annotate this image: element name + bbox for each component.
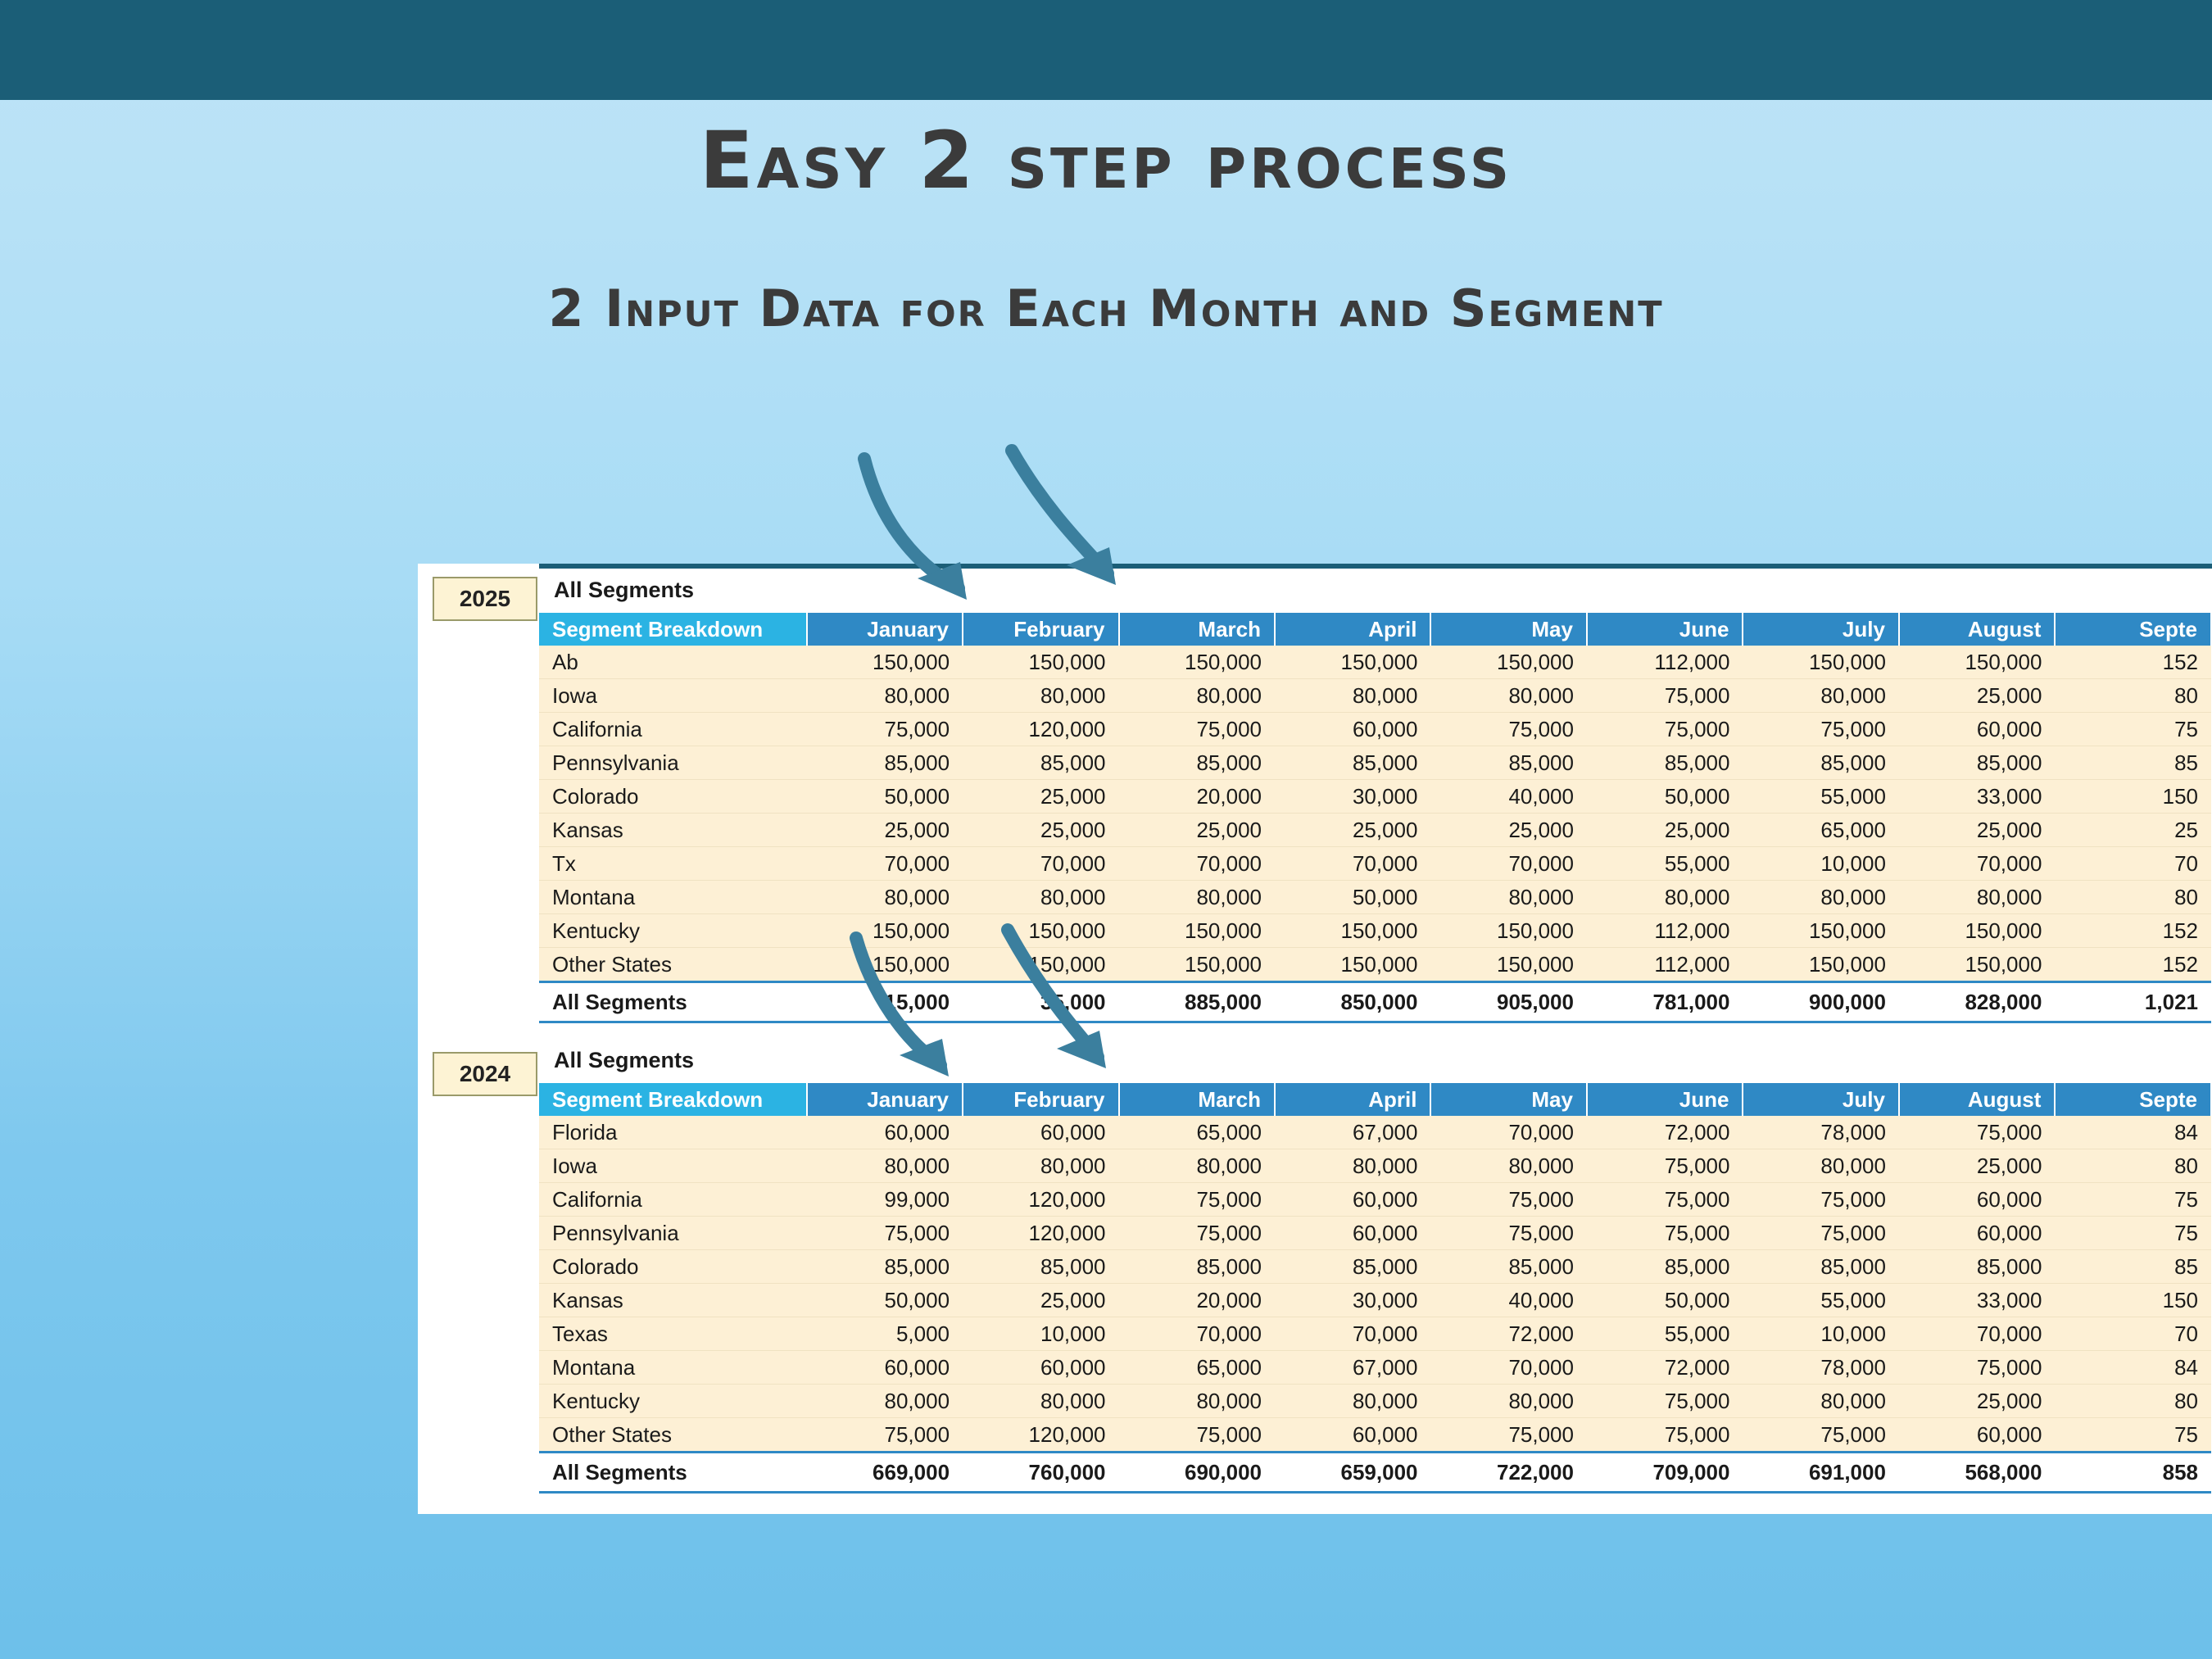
cell[interactable]: 99,000 [807, 1183, 963, 1217]
cell[interactable]: 50,000 [1587, 780, 1743, 814]
cell[interactable]: 60,000 [963, 1351, 1118, 1385]
cell[interactable]: 40,000 [1430, 1284, 1586, 1317]
cell[interactable]: 85,000 [963, 746, 1118, 780]
cell[interactable]: 85,000 [1743, 1250, 1898, 1284]
cell[interactable]: 75,000 [1743, 713, 1898, 746]
cell[interactable]: 50,000 [807, 780, 963, 814]
table-total-row [539, 1453, 2211, 1493]
cell[interactable]: 67,000 [1275, 1116, 1430, 1149]
cell[interactable]: 152 [2055, 948, 2211, 982]
cell[interactable]: 80,000 [1430, 1385, 1586, 1418]
cell[interactable]: 70,000 [807, 847, 963, 881]
cell[interactable]: 72,000 [1587, 1116, 1743, 1149]
cell[interactable]: 75,000 [1119, 1418, 1275, 1453]
cell[interactable]: 75 [2055, 713, 2211, 746]
cell[interactable]: 75,000 [1587, 1183, 1743, 1217]
cell[interactable]: 75,000 [1899, 1116, 2055, 1149]
table-row [539, 646, 2211, 679]
row-label[interactable]: Ab [539, 646, 807, 679]
cell[interactable]: 80,000 [807, 679, 963, 713]
table-row [539, 1418, 2211, 1453]
cell[interactable]: 75,000 [1743, 1418, 1898, 1453]
row-label[interactable]: California [539, 713, 807, 746]
cell[interactable]: 75 [2055, 1183, 2211, 1217]
cell[interactable]: 55,000 [1743, 1284, 1898, 1317]
cell[interactable]: 75,000 [1899, 1351, 2055, 1385]
row-label[interactable]: Other States [539, 1418, 807, 1453]
table-2025 [539, 564, 2212, 1023]
cell[interactable]: 60,000 [1275, 713, 1430, 746]
cell[interactable]: 25,000 [1899, 1149, 2055, 1183]
cell[interactable]: 75 [2055, 1217, 2211, 1250]
table-row [539, 713, 2211, 746]
column-header-february[interactable]: February [963, 613, 1118, 646]
cell[interactable]: 75,000 [1430, 713, 1586, 746]
total-cell: 905,000 [1430, 982, 1586, 1022]
cell[interactable]: 80,000 [1275, 1385, 1430, 1418]
total-cell: 568,000 [1899, 1453, 2055, 1493]
cell[interactable]: 80,000 [807, 881, 963, 914]
row-label[interactable]: Pennsylvania [539, 746, 807, 780]
cell[interactable]: 84 [2055, 1116, 2211, 1149]
segment-table-2024 [539, 1083, 2212, 1494]
arrow-february-2025-shaft [1012, 451, 1108, 573]
cell[interactable]: 20,000 [1119, 780, 1275, 814]
total-cell: 858 [2055, 1453, 2211, 1493]
row-label[interactable]: Kansas [539, 1284, 807, 1317]
row-label[interactable]: Texas [539, 1317, 807, 1351]
table-row [539, 914, 2211, 948]
cell[interactable]: 150 [2055, 1284, 2211, 1317]
cell[interactable]: 70,000 [1899, 1317, 2055, 1351]
cell[interactable]: 60,000 [1899, 713, 2055, 746]
table-row [539, 1385, 2211, 1418]
cell[interactable]: 60,000 [807, 1116, 963, 1149]
cell[interactable]: 75,000 [1587, 1149, 1743, 1183]
total-cell: 691,000 [1743, 1453, 1898, 1493]
total-cell: 669,000 [807, 1453, 963, 1493]
cell[interactable]: 80,000 [1275, 679, 1430, 713]
cell[interactable]: 70 [2055, 847, 2211, 881]
cell[interactable]: 150,000 [1899, 914, 2055, 948]
cell[interactable]: 25,000 [963, 814, 1118, 847]
row-label[interactable]: Iowa [539, 1149, 807, 1183]
cell[interactable]: 75,000 [1587, 1385, 1743, 1418]
table-row [539, 746, 2211, 780]
row-label[interactable]: Montana [539, 881, 807, 914]
cell[interactable]: 75,000 [807, 713, 963, 746]
cell[interactable]: 70,000 [1119, 847, 1275, 881]
column-header-june[interactable]: June [1587, 613, 1743, 646]
row-label[interactable]: Colorado [539, 780, 807, 814]
column-header-january[interactable]: January [807, 1083, 963, 1116]
cell[interactable]: 55,000 [1587, 1317, 1743, 1351]
cell[interactable]: 85 [2055, 746, 2211, 780]
cell[interactable]: 33,000 [1899, 1284, 2055, 1317]
total-cell: 828,000 [1899, 982, 2055, 1022]
row-label[interactable]: Tx [539, 847, 807, 881]
cell[interactable]: 85,000 [807, 1250, 963, 1284]
cell[interactable]: 150,000 [1743, 914, 1898, 948]
cell[interactable]: 80 [2055, 881, 2211, 914]
page-title: Easy 2 step process [699, 115, 1513, 206]
cell[interactable]: 25,000 [1899, 679, 2055, 713]
cell[interactable]: 150,000 [807, 948, 963, 982]
cell[interactable]: 150,000 [807, 646, 963, 679]
cell[interactable]: 70,000 [1430, 847, 1586, 881]
cell[interactable]: 70,000 [1275, 847, 1430, 881]
cell[interactable]: 80,000 [1119, 881, 1275, 914]
total-label: All Segments [539, 982, 807, 1022]
cell[interactable]: 75,000 [1743, 1217, 1898, 1250]
cell[interactable]: 70,000 [1430, 1351, 1586, 1385]
cell[interactable]: 75,000 [1119, 1217, 1275, 1250]
cell[interactable]: 152 [2055, 914, 2211, 948]
cell[interactable]: 80,000 [1743, 679, 1898, 713]
table-row [539, 780, 2211, 814]
row-label[interactable]: Kentucky [539, 1385, 807, 1418]
cell[interactable]: 10,000 [1743, 1317, 1898, 1351]
table-row [539, 847, 2211, 881]
cell[interactable]: 75,000 [1587, 679, 1743, 713]
table-title-2025: All Segments [539, 569, 2212, 613]
cell[interactable]: 25,000 [1275, 814, 1430, 847]
column-header-july[interactable]: July [1743, 1083, 1898, 1116]
cell[interactable]: 50,000 [1587, 1284, 1743, 1317]
cell[interactable]: 70,000 [1119, 1317, 1275, 1351]
cell[interactable]: 50,000 [807, 1284, 963, 1317]
cell[interactable]: 80,000 [963, 679, 1118, 713]
spreadsheet-panel [418, 564, 2212, 1514]
cell[interactable]: 10,000 [963, 1317, 1118, 1351]
cell[interactable]: 80 [2055, 679, 2211, 713]
total-cell: 690,000 [1119, 1453, 1275, 1493]
cell[interactable]: 84 [2055, 1351, 2211, 1385]
total-cell: 1,021 [2055, 982, 2211, 1022]
table-row [539, 679, 2211, 713]
column-header-may[interactable]: May [1430, 613, 1586, 646]
cell[interactable]: 75 [2055, 1418, 2211, 1453]
cell[interactable]: 80,000 [963, 1149, 1118, 1183]
cell[interactable]: 85,000 [963, 1250, 1118, 1284]
row-label[interactable]: Pennsylvania [539, 1217, 807, 1250]
cell[interactable]: 70,000 [963, 847, 1118, 881]
cell[interactable]: 65,000 [1119, 1351, 1275, 1385]
cell[interactable]: 25,000 [963, 780, 1118, 814]
column-header-august[interactable]: August [1899, 613, 2055, 646]
cell[interactable]: 20,000 [1119, 1284, 1275, 1317]
cell[interactable]: 65,000 [1743, 814, 1898, 847]
total-cell: 722,000 [1430, 1453, 1586, 1493]
cell[interactable]: 150,000 [1430, 948, 1586, 982]
cell[interactable]: 30,000 [1275, 780, 1430, 814]
cell[interactable]: 150,000 [807, 914, 963, 948]
cell[interactable]: 85,000 [1430, 1250, 1586, 1284]
cell[interactable]: 80,000 [1275, 1149, 1430, 1183]
cell[interactable]: 72,000 [1587, 1351, 1743, 1385]
cell[interactable]: 60,000 [1899, 1418, 2055, 1453]
cell[interactable]: 150,000 [1899, 646, 2055, 679]
cell[interactable]: 80,000 [1587, 881, 1743, 914]
column-header-segment[interactable]: Segment Breakdown [539, 613, 807, 646]
column-header-july[interactable]: July [1743, 613, 1898, 646]
cell[interactable]: 50,000 [1275, 881, 1430, 914]
table-row [539, 1317, 2211, 1351]
cell[interactable]: 150,000 [1275, 646, 1430, 679]
cell[interactable]: 25,000 [1430, 814, 1586, 847]
cell[interactable]: 150,000 [1119, 914, 1275, 948]
cell[interactable]: 25,000 [1587, 814, 1743, 847]
cell[interactable]: 75,000 [1587, 713, 1743, 746]
page-subtitle: 2 Input Data for Each Month and Segment [548, 279, 1664, 338]
cell[interactable]: 25,000 [1119, 814, 1275, 847]
cell[interactable]: 10,000 [1743, 847, 1898, 881]
table-row [539, 1183, 2211, 1217]
cell[interactable]: 85,000 [1743, 746, 1898, 780]
cell[interactable]: 80,000 [1119, 679, 1275, 713]
cell[interactable]: 150,000 [1119, 948, 1275, 982]
cell[interactable]: 85,000 [1119, 1250, 1275, 1284]
table-row [539, 1250, 2211, 1284]
cell[interactable]: 80,000 [1899, 881, 2055, 914]
table-total-row [539, 982, 2211, 1022]
row-label[interactable]: Montana [539, 1351, 807, 1385]
cell[interactable]: 112,000 [1587, 948, 1743, 982]
cell[interactable]: 40,000 [1430, 780, 1586, 814]
table-row [539, 948, 2211, 982]
year-badge-2025: 2025 [433, 577, 537, 621]
row-label[interactable]: Iowa [539, 679, 807, 713]
column-header-segment[interactable]: Segment Breakdown [539, 1083, 807, 1116]
cell[interactable]: 150,000 [1743, 948, 1898, 982]
row-label[interactable]: Kansas [539, 814, 807, 847]
total-cell: 760,000 [963, 1453, 1118, 1493]
cell[interactable]: 152 [2055, 646, 2211, 679]
cell[interactable]: 25 [2055, 814, 2211, 847]
cell[interactable]: 150,000 [1275, 914, 1430, 948]
table-row [539, 1116, 2211, 1149]
cell[interactable]: 65,000 [1119, 1116, 1275, 1149]
cell[interactable]: 70 [2055, 1317, 2211, 1351]
cell[interactable]: 60,000 [1275, 1418, 1430, 1453]
total-cell: 781,000 [1587, 982, 1743, 1022]
table-row [539, 1284, 2211, 1317]
total-cell: 885,000 [1119, 982, 1275, 1022]
cell[interactable]: 78,000 [1743, 1351, 1898, 1385]
cell[interactable]: 75,000 [1119, 713, 1275, 746]
cell[interactable]: 150,000 [1275, 948, 1430, 982]
table-title-2024: All Segments [539, 1039, 2212, 1083]
cell[interactable]: 70,000 [1430, 1116, 1586, 1149]
cell[interactable]: 80,000 [807, 1385, 963, 1418]
cell[interactable]: 25,000 [1899, 814, 2055, 847]
total-cell: 900,000 [1743, 982, 1898, 1022]
year-badge-2024: 2024 [433, 1052, 537, 1096]
table-row [539, 1217, 2211, 1250]
column-header-september[interactable]: Septe [2055, 1083, 2211, 1116]
cell[interactable]: 75,000 [1430, 1217, 1586, 1250]
column-header-june[interactable]: June [1587, 1083, 1743, 1116]
column-header-april[interactable]: April [1275, 1083, 1430, 1116]
cell[interactable]: 70,000 [1899, 847, 2055, 881]
cell[interactable]: 120,000 [963, 1418, 1118, 1453]
cell[interactable]: 55,000 [1743, 780, 1898, 814]
table-row [539, 1149, 2211, 1183]
cell[interactable]: 85,000 [807, 746, 963, 780]
cell[interactable]: 60,000 [1275, 1217, 1430, 1250]
cell[interactable]: 150 [2055, 780, 2211, 814]
cell[interactable]: 80,000 [807, 1149, 963, 1183]
row-label[interactable]: California [539, 1183, 807, 1217]
cell[interactable]: 25,000 [1899, 1385, 2055, 1418]
cell[interactable]: 67,000 [1275, 1351, 1430, 1385]
table-header-row [539, 613, 2211, 646]
cell[interactable]: 85,000 [1587, 1250, 1743, 1284]
cell[interactable]: 55,000 [1587, 847, 1743, 881]
column-header-february[interactable]: February [963, 1083, 1118, 1116]
total-cell: 850,000 [1275, 982, 1430, 1022]
cell[interactable]: 80,000 [1743, 881, 1898, 914]
cell[interactable]: 75,000 [1587, 1418, 1743, 1453]
total-label: All Segments [539, 1453, 807, 1493]
cell[interactable]: 85,000 [1119, 746, 1275, 780]
cell[interactable]: 150,000 [963, 914, 1118, 948]
cell[interactable]: 112,000 [1587, 646, 1743, 679]
cell[interactable]: 80 [2055, 1385, 2211, 1418]
column-header-may[interactable]: May [1430, 1083, 1586, 1116]
cell[interactable]: 60,000 [807, 1351, 963, 1385]
cell[interactable]: 150,000 [1430, 646, 1586, 679]
row-label[interactable]: Kentucky [539, 914, 807, 948]
cell[interactable]: 80,000 [1430, 679, 1586, 713]
cell[interactable]: 85 [2055, 1250, 2211, 1284]
cell[interactable]: 80 [2055, 1149, 2211, 1183]
cell[interactable]: 80,000 [1743, 1385, 1898, 1418]
cell[interactable]: 85,000 [1587, 746, 1743, 780]
cell[interactable]: 75,000 [1430, 1418, 1586, 1453]
cell[interactable]: 80,000 [1119, 1385, 1275, 1418]
cell[interactable]: 75,000 [1430, 1183, 1586, 1217]
total-cell: 35,000 [963, 982, 1118, 1022]
table-2024 [539, 1039, 2212, 1494]
cell[interactable]: 60,000 [1275, 1183, 1430, 1217]
cell[interactable]: 80,000 [1743, 1149, 1898, 1183]
cell[interactable]: 120,000 [963, 1183, 1118, 1217]
cell[interactable]: 150,000 [1430, 914, 1586, 948]
cell[interactable]: 80,000 [963, 881, 1118, 914]
cell[interactable]: 75,000 [807, 1418, 963, 1453]
cell[interactable]: 5,000 [807, 1317, 963, 1351]
cell[interactable]: 75,000 [1743, 1183, 1898, 1217]
cell[interactable]: 25,000 [807, 814, 963, 847]
column-header-march[interactable]: March [1119, 1083, 1275, 1116]
segment-table-2025 [539, 613, 2212, 1023]
cell[interactable]: 72,000 [1430, 1317, 1586, 1351]
total-cell: 709,000 [1587, 1453, 1743, 1493]
column-header-august[interactable]: August [1899, 1083, 2055, 1116]
column-header-march[interactable]: March [1119, 613, 1275, 646]
cell[interactable]: 70,000 [1275, 1317, 1430, 1351]
cell[interactable]: 75,000 [807, 1217, 963, 1250]
row-label[interactable]: Colorado [539, 1250, 807, 1284]
top-banner-bar [0, 0, 2212, 100]
total-cell: 659,000 [1275, 1453, 1430, 1493]
row-label[interactable]: Other States [539, 948, 807, 982]
cell[interactable]: 85,000 [1899, 746, 2055, 780]
row-label[interactable]: Florida [539, 1116, 807, 1149]
cell[interactable]: 85,000 [1899, 1250, 2055, 1284]
cell[interactable]: 85,000 [1275, 1250, 1430, 1284]
table-row [539, 814, 2211, 847]
cell[interactable]: 150,000 [963, 948, 1118, 982]
cell[interactable]: 25,000 [963, 1284, 1118, 1317]
cell[interactable]: 85,000 [1430, 746, 1586, 780]
cell[interactable]: 33,000 [1899, 780, 2055, 814]
cell[interactable]: 80,000 [1119, 1149, 1275, 1183]
cell[interactable]: 60,000 [1899, 1183, 2055, 1217]
column-header-january[interactable]: January [807, 613, 963, 646]
cell[interactable]: 60,000 [963, 1116, 1118, 1149]
cell[interactable]: 30,000 [1275, 1284, 1430, 1317]
cell[interactable]: 80,000 [1430, 1149, 1586, 1183]
table-row [539, 881, 2211, 914]
cell[interactable]: 120,000 [963, 713, 1118, 746]
total-cell: 15,000 [807, 982, 963, 1022]
cell[interactable]: 78,000 [1743, 1116, 1898, 1149]
column-header-september[interactable]: Septe [2055, 613, 2211, 646]
cell[interactable]: 80,000 [963, 1385, 1118, 1418]
cell[interactable]: 80,000 [1430, 881, 1586, 914]
cell[interactable]: 112,000 [1587, 914, 1743, 948]
cell[interactable]: 150,000 [1119, 646, 1275, 679]
table-row [539, 1351, 2211, 1385]
cell[interactable]: 120,000 [963, 1217, 1118, 1250]
cell[interactable]: 150,000 [963, 646, 1118, 679]
cell[interactable]: 150,000 [1899, 948, 2055, 982]
cell[interactable]: 85,000 [1275, 746, 1430, 780]
cell[interactable]: 150,000 [1743, 646, 1898, 679]
cell[interactable]: 75,000 [1587, 1217, 1743, 1250]
cell[interactable]: 75,000 [1119, 1183, 1275, 1217]
table-header-row [539, 1083, 2211, 1116]
column-header-april[interactable]: April [1275, 613, 1430, 646]
cell[interactable]: 60,000 [1899, 1217, 2055, 1250]
